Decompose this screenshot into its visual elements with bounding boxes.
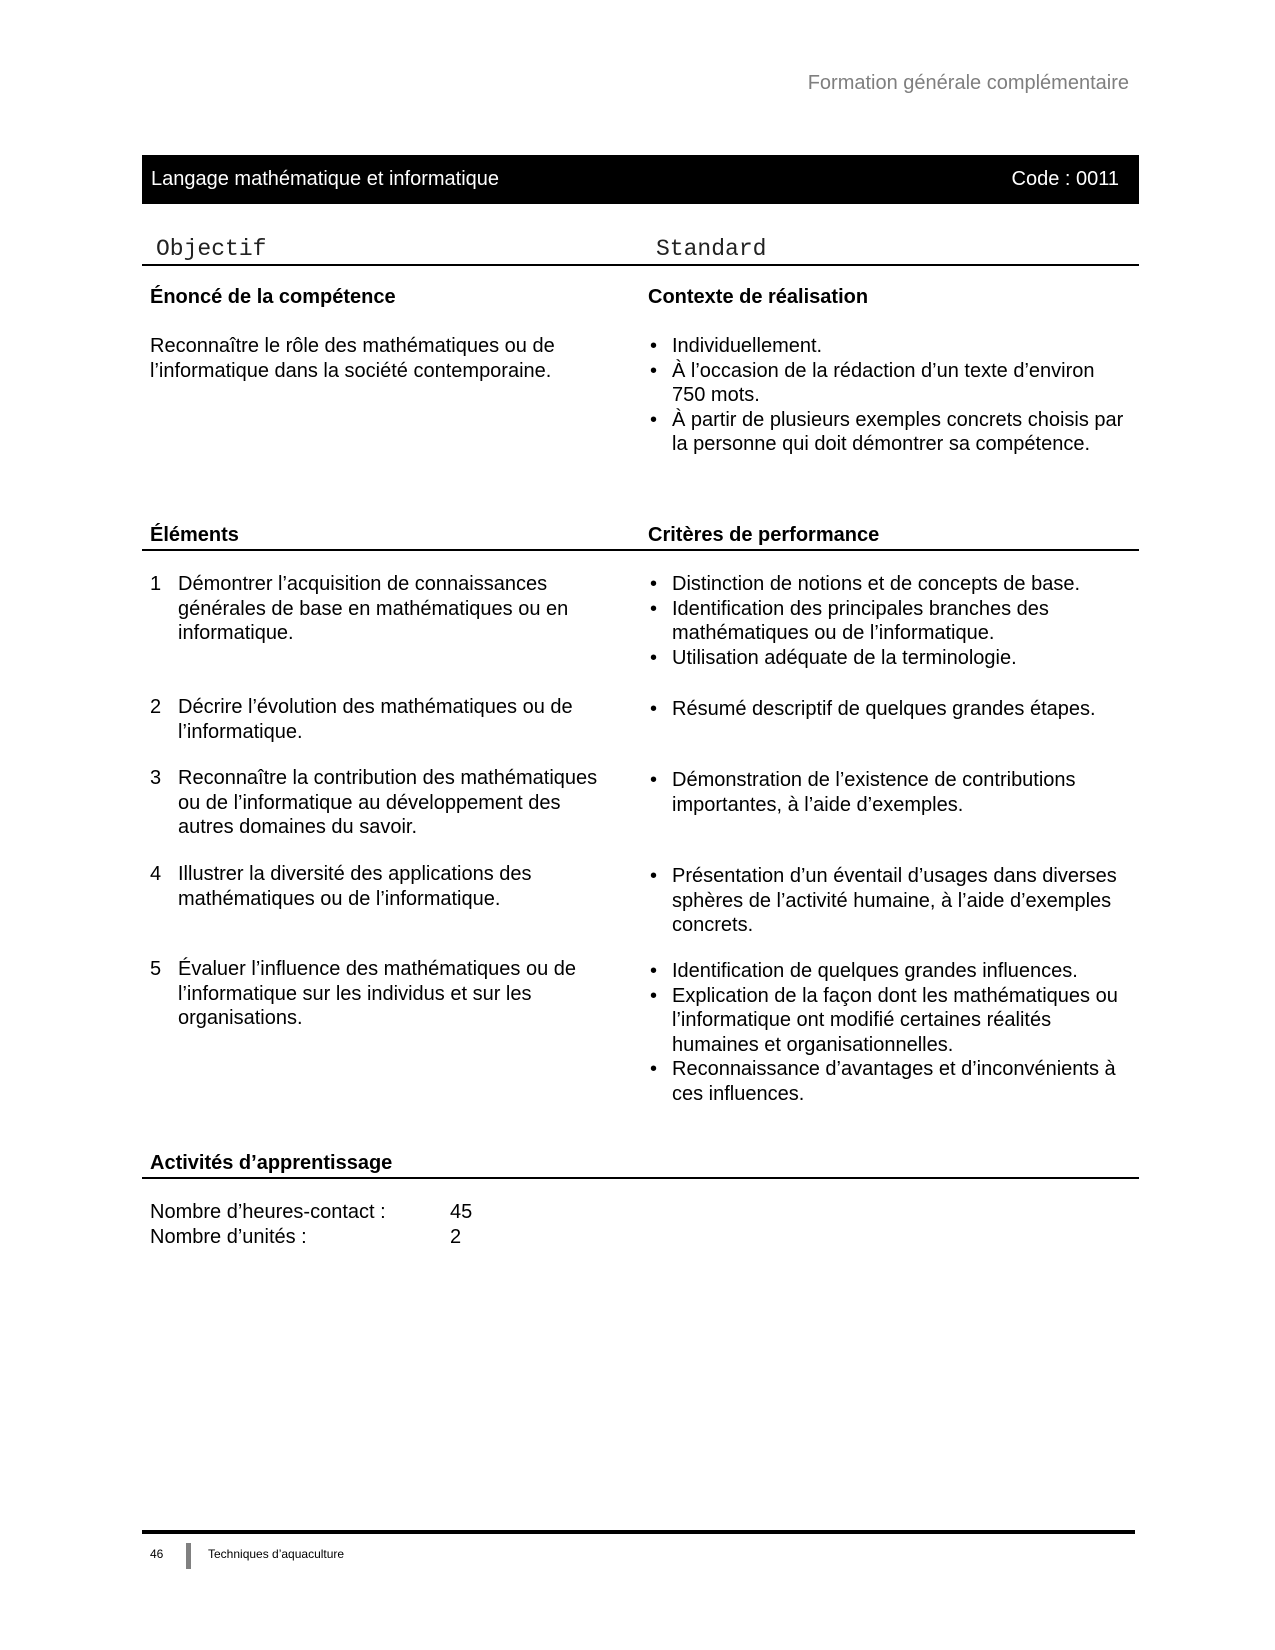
column-heading-standard: Standard — [656, 236, 767, 262]
element-text: Évaluer l’influence des mathématiques ou de l’informatique sur les individus et sur les organisations. — [178, 958, 577, 1029]
element-text: Reconnaître la contribution des mathématiques ou de l’informatique au développement des autres domaines du savoir. — [178, 767, 598, 838]
criteria-list-4 — [648, 864, 1128, 938]
activities-divider — [142, 1177, 1139, 1179]
column-heading-objectif: Objectif — [156, 236, 267, 262]
units-value: 2 — [450, 1225, 462, 1248]
running-header: Formation générale complémentaire — [807, 72, 1129, 94]
element-text: Illustrer la diversité des applications des mathématiques ou de l’informatique. — [178, 863, 532, 910]
element-text: Décrire l’évolution des mathématiques ou de l’informatique. — [178, 696, 573, 743]
list-item: • Utilisation adéquate de la terminologie. — [648, 646, 1128, 671]
course-code: Code : 0011 — [1011, 168, 1119, 190]
course-title-bar — [142, 155, 1139, 204]
list-item: • Reconnaissance d’avantages et d’inconvénients à ces influences. — [648, 1057, 1128, 1106]
course-title: Langage mathématique et informatique — [151, 168, 500, 190]
list-item: • Démonstration de l’existence de contributions importantes, à l’aide d’exemples. — [648, 768, 1128, 817]
criteria-list-3 — [648, 768, 1128, 817]
hours-label: Nombre d’heures-contact : — [150, 1201, 386, 1223]
competence-statement: Reconnaître le rôle des mathématiques ou de l’informatique dans la société contemporaine. — [150, 335, 555, 382]
list-item: • Résumé descriptif de quelques grandes étapes. — [648, 697, 1128, 722]
hours-value: 45 — [450, 1201, 473, 1223]
element-2 — [150, 695, 620, 744]
elements-divider — [142, 549, 1139, 551]
list-item: • Explication de la façon dont les mathématiques ou l’informatique ont modifié certaines réalités humaines et organisationnelles. — [648, 984, 1128, 1058]
list-item: • À l’occasion de la rédaction d’un texte d’environ 750 mots. — [648, 359, 1128, 408]
list-item: • Présentation d’un éventail d’usages dans diverses sphères de l’activité humaine, à l’aide d’exemples concrets. — [648, 864, 1128, 938]
element-number: 4 — [150, 863, 162, 885]
element-number: 3 — [150, 767, 162, 789]
activities-heading: Activités d’apprentissage — [150, 1152, 393, 1174]
criteria-list-1 — [648, 572, 1128, 670]
element-number: 1 — [150, 573, 162, 595]
element-3 — [150, 766, 620, 840]
criteria-list-2 — [648, 697, 1128, 722]
elements-heading: Éléments — [150, 524, 239, 546]
list-item: • Distinction de notions et de concepts de base. — [648, 572, 1128, 597]
footer-title: Techniques d’aquaculture — [208, 1547, 345, 1561]
criteria-heading: Critères de performance — [648, 524, 880, 546]
element-number: 2 — [150, 696, 162, 718]
list-item: • Individuellement. — [648, 334, 1128, 359]
element-1 — [150, 572, 620, 646]
list-item: • À partir de plusieurs exemples concrets choisis par la personne qui doit démontrer sa compétence. — [648, 408, 1128, 457]
list-item: • Identification de quelques grandes influences. — [648, 959, 1128, 984]
footer-rule — [142, 1530, 1135, 1534]
units-label: Nombre d’unités : — [150, 1225, 307, 1248]
context-list — [648, 334, 1128, 457]
column-headings — [142, 232, 1139, 266]
element-4 — [150, 862, 620, 911]
element-5 — [150, 957, 620, 1031]
element-text: Démontrer l’acquisition de connaissances générales de base en mathématiques ou en informatique. — [178, 573, 569, 644]
competence-heading: Énoncé de la compétence — [150, 286, 396, 308]
context-heading: Contexte de réalisation — [648, 286, 869, 308]
criteria-list-5 — [648, 959, 1128, 1106]
footer-separator — [186, 1543, 191, 1569]
element-number: 5 — [150, 958, 162, 980]
hours-block — [150, 1200, 472, 1249]
list-item: • Identification des principales branches des mathématiques ou de l’informatique. — [648, 597, 1128, 646]
page-number: 46 — [150, 1547, 164, 1561]
